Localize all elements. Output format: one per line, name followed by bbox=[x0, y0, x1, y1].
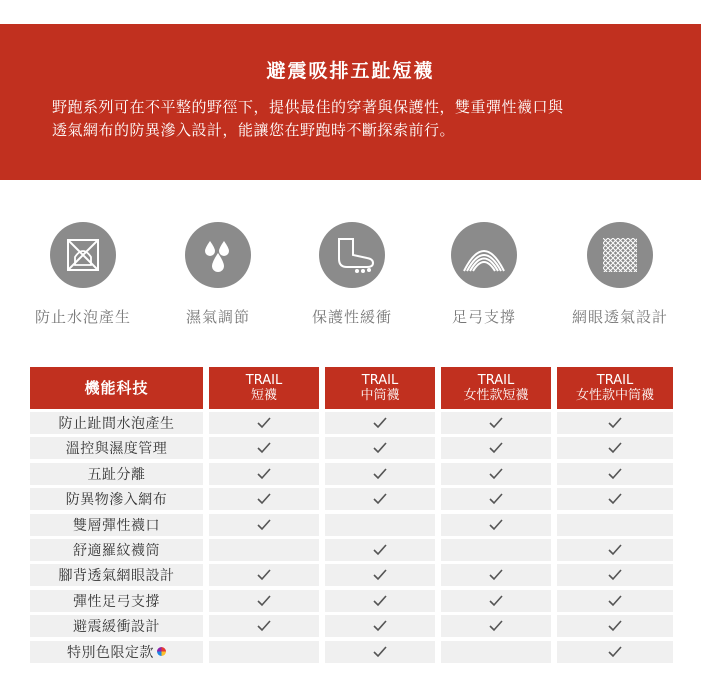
feature-label: 保護性緩衝 bbox=[311, 308, 392, 326]
check-icon bbox=[257, 442, 271, 454]
table-row bbox=[30, 488, 673, 510]
feature-label: 網眼透氣設計 bbox=[571, 308, 668, 326]
feature-moisture bbox=[148, 222, 288, 327]
water-drops-icon bbox=[185, 222, 251, 288]
row-check-cell bbox=[209, 564, 319, 586]
check-icon bbox=[608, 442, 622, 454]
row-feature-cell bbox=[30, 615, 203, 637]
row-check-cell bbox=[441, 590, 551, 612]
check-icon bbox=[257, 519, 271, 531]
row-check-cell bbox=[557, 514, 673, 536]
check-icon bbox=[489, 569, 503, 581]
table-row bbox=[30, 539, 673, 561]
row-check-cell bbox=[441, 488, 551, 510]
row-feature-cell bbox=[30, 437, 203, 459]
table-row bbox=[30, 564, 673, 586]
table-row bbox=[30, 412, 673, 434]
check-icon bbox=[608, 544, 622, 556]
arch-support-icon bbox=[451, 222, 517, 288]
feature-no-blister bbox=[13, 222, 153, 327]
row-check-cell bbox=[209, 615, 319, 637]
row-feature-cell bbox=[30, 463, 203, 485]
feature-mesh bbox=[550, 222, 690, 327]
row-check-cell bbox=[325, 539, 435, 561]
check-icon bbox=[257, 493, 271, 505]
check-icon bbox=[608, 595, 622, 607]
table-row bbox=[30, 615, 673, 637]
check-icon bbox=[257, 417, 271, 429]
row-feature-label: 舒適羅紋襪筒 bbox=[73, 543, 160, 559]
row-check-cell bbox=[441, 641, 551, 663]
check-icon bbox=[257, 595, 271, 607]
check-icon bbox=[257, 620, 271, 632]
check-icon bbox=[489, 417, 503, 429]
row-check-cell bbox=[325, 615, 435, 637]
check-icon bbox=[489, 442, 503, 454]
check-icon bbox=[489, 519, 503, 531]
table-header-product: TRAIL 中筒襪 bbox=[325, 367, 435, 409]
hero-banner bbox=[0, 24, 701, 180]
row-feature-cell bbox=[30, 514, 203, 536]
row-check-cell bbox=[441, 437, 551, 459]
feature-cushion bbox=[282, 222, 422, 327]
table-header-feature: 機能科技 bbox=[30, 367, 203, 409]
row-check-cell bbox=[209, 641, 319, 663]
row-check-cell bbox=[557, 463, 673, 485]
page-title: 避震吸排五趾短襪 bbox=[266, 60, 435, 82]
table-row bbox=[30, 437, 673, 459]
row-check-cell bbox=[557, 615, 673, 637]
check-icon bbox=[608, 468, 622, 480]
row-check-cell bbox=[209, 488, 319, 510]
row-check-cell bbox=[441, 564, 551, 586]
row-feature-cell bbox=[30, 488, 203, 510]
row-feature-label: 腳背透氣網眼設計 bbox=[58, 568, 175, 585]
check-icon bbox=[373, 442, 387, 454]
feature-icons bbox=[0, 222, 701, 332]
row-check-cell bbox=[557, 641, 673, 663]
table-header-product: TRAIL 女性款短襪 bbox=[441, 367, 551, 409]
banner-description bbox=[52, 96, 662, 142]
check-icon bbox=[608, 646, 622, 658]
check-icon bbox=[373, 493, 387, 505]
row-check-cell bbox=[325, 412, 435, 434]
check-icon bbox=[608, 569, 622, 581]
check-icon bbox=[373, 646, 387, 658]
foot-icon bbox=[319, 222, 385, 288]
row-feature-cell bbox=[30, 590, 203, 612]
table-row bbox=[30, 463, 673, 485]
row-feature-cell bbox=[30, 564, 203, 586]
row-feature-label: 特別色限定款 bbox=[67, 644, 154, 661]
check-icon bbox=[373, 468, 387, 480]
row-check-cell bbox=[325, 437, 435, 459]
check-icon bbox=[373, 544, 387, 556]
row-check-cell bbox=[325, 514, 435, 536]
row-check-cell bbox=[325, 590, 435, 612]
check-icon bbox=[373, 595, 387, 607]
row-check-cell bbox=[557, 437, 673, 459]
row-check-cell bbox=[209, 514, 319, 536]
row-check-cell bbox=[209, 437, 319, 459]
row-feature-cell bbox=[30, 641, 203, 663]
check-icon bbox=[489, 595, 503, 607]
check-icon bbox=[608, 417, 622, 429]
row-check-cell bbox=[557, 564, 673, 586]
row-check-cell bbox=[325, 488, 435, 510]
check-icon bbox=[257, 569, 271, 581]
row-feature-cell bbox=[30, 412, 203, 434]
table-header-product: TRAIL 女性款中筒襪 bbox=[557, 367, 673, 409]
row-feature-label: 防異物滲入網布 bbox=[65, 492, 168, 509]
feature-arch-support bbox=[414, 222, 554, 327]
row-feature-label: 防止趾間水泡產生 bbox=[58, 416, 175, 432]
row-check-cell bbox=[557, 590, 673, 612]
banner-description-line-2: 透氣網布的防異滲入設計，能讓您在野跑時不斷探索前行。 bbox=[52, 121, 456, 139]
row-feature-label: 溫控與濕度管理 bbox=[65, 441, 168, 458]
row-feature-cell bbox=[30, 539, 203, 561]
row-feature-label: 避震緩衝設計 bbox=[73, 619, 160, 636]
check-icon bbox=[489, 468, 503, 480]
row-check-cell bbox=[441, 412, 551, 434]
table-row bbox=[30, 641, 673, 663]
row-check-cell bbox=[209, 463, 319, 485]
check-icon bbox=[608, 620, 622, 632]
row-check-cell bbox=[441, 539, 551, 561]
no-blister-icon bbox=[50, 222, 116, 288]
table-row bbox=[30, 590, 673, 612]
row-feature-label: 彈性足弓支撐 bbox=[73, 593, 160, 610]
check-icon bbox=[489, 620, 503, 632]
row-check-cell bbox=[209, 539, 319, 561]
table-row bbox=[30, 514, 673, 536]
check-icon bbox=[608, 493, 622, 505]
row-check-cell bbox=[441, 514, 551, 536]
feature-label: 濕氣調節 bbox=[185, 308, 250, 326]
banner-description-line-1: 野跑系列可在不平整的野徑下，提供最佳的穿著與保護性，雙重彈性襪口與 bbox=[52, 98, 564, 116]
table-header-product: TRAIL 短襪 bbox=[209, 367, 319, 409]
check-icon bbox=[373, 620, 387, 632]
row-check-cell bbox=[557, 412, 673, 434]
row-check-cell bbox=[325, 641, 435, 663]
row-check-cell bbox=[441, 615, 551, 637]
check-icon bbox=[489, 493, 503, 505]
feature-label: 防止水泡產生 bbox=[34, 308, 131, 326]
check-icon bbox=[373, 417, 387, 429]
mesh-icon bbox=[587, 222, 653, 288]
color-wheel-icon bbox=[157, 647, 166, 656]
row-check-cell bbox=[557, 488, 673, 510]
check-icon bbox=[257, 468, 271, 480]
row-feature-label: 雙層彈性襪口 bbox=[73, 517, 160, 534]
row-check-cell bbox=[325, 463, 435, 485]
row-check-cell bbox=[441, 463, 551, 485]
row-check-cell bbox=[325, 564, 435, 586]
row-check-cell bbox=[209, 412, 319, 434]
row-feature-label: 五趾分離 bbox=[87, 466, 146, 483]
feature-label: 足弓支撐 bbox=[451, 308, 516, 326]
row-check-cell bbox=[557, 539, 673, 561]
row-check-cell bbox=[209, 590, 319, 612]
check-icon bbox=[373, 569, 387, 581]
